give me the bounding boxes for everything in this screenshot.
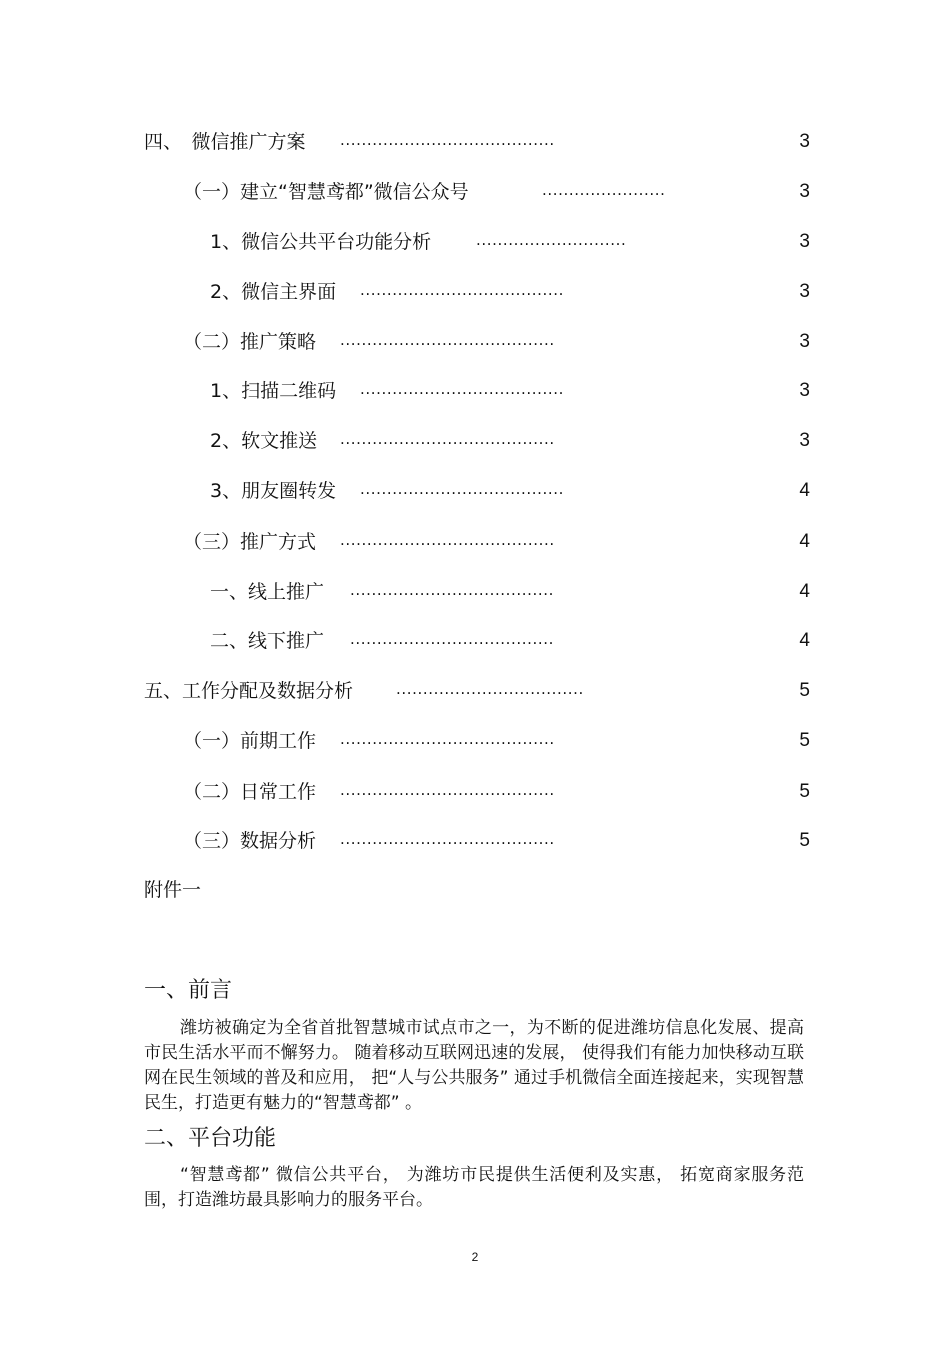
toc-entry — [0, 327, 950, 357]
toc-entry — [0, 726, 950, 756]
toc-entry — [0, 376, 950, 406]
toc-label: （一）前期工作 — [183, 730, 317, 752]
toc-page-number: 3 — [799, 331, 810, 352]
toc-label: （一）建立“智慧鸢都”微信公众号 — [183, 181, 469, 203]
toc-entry — [0, 626, 950, 656]
toc-page-number: 4 — [799, 480, 810, 501]
toc-label: 一、线上推广 — [210, 581, 325, 603]
toc-entry — [0, 777, 950, 807]
toc-page-number: 3 — [799, 181, 810, 202]
section-heading: 二、平台功能 — [144, 1126, 277, 1151]
toc-label: 2、软文推送 — [210, 430, 318, 452]
toc-leader: ........................................ — [340, 131, 555, 149]
toc-page-number: 4 — [799, 581, 810, 602]
toc-leader: ............................ — [476, 231, 627, 249]
toc-page-number: 5 — [799, 781, 810, 802]
toc-page-number: 4 — [799, 630, 810, 651]
annex-label: 附件一 — [144, 879, 202, 901]
toc-label: （二）推广策略 — [183, 331, 317, 353]
toc-page-number: 3 — [799, 380, 810, 401]
toc-page-number: 5 — [799, 830, 810, 851]
toc-label: 1、扫描二维码 — [210, 380, 337, 402]
toc-leader: ....................... — [542, 181, 666, 199]
section-paragraph: “智慧鸢都” 微信公共平台， 为潍坊市民提供生活便利及实惠， 拓宽商家服务范围，打造潍坊最具影响力的服务平台。 — [144, 1165, 804, 1210]
section-heading: 一、前言 — [144, 978, 233, 1003]
toc-page-number: 3 — [799, 430, 810, 451]
section-paragraph: 潍坊被确定为全省首批智慧城市试点市之一，为不断的促进潍坊信息化发展、提高市民生活水平而不懈努力。 随着移动互联网迅速的发展， 使得我们有能力加快移动互联网在民生领域的普及和应用， 把“人与公共服务” 通过手机微信全面连接起来，实现智慧民生，打造更有魅力的“智慧鸢都” 。 — [144, 1018, 804, 1113]
toc-entry — [0, 476, 950, 506]
page-number: 2 — [471, 1250, 479, 1264]
toc-entry — [0, 277, 950, 307]
toc-entry — [0, 577, 950, 607]
toc-leader: ........................................ — [340, 531, 555, 549]
toc-leader: ...................................... — [350, 581, 554, 599]
toc-leader: ...................................... — [360, 380, 564, 398]
toc-entry — [0, 426, 950, 456]
toc-entry — [0, 826, 950, 856]
toc-leader: ........................................ — [340, 430, 555, 448]
toc-label: 二、线下推广 — [210, 630, 325, 652]
toc-label: 五、工作分配及数据分析 — [144, 680, 354, 702]
toc-entry — [0, 227, 950, 257]
toc-page-number: 3 — [799, 131, 810, 152]
toc-leader: ...................................... — [360, 480, 564, 498]
toc-page-number: 5 — [799, 730, 810, 751]
toc-leader: ........................................ — [340, 730, 555, 748]
toc-leader: ................................... — [396, 680, 584, 698]
toc-label: 3、朋友圈转发 — [210, 480, 337, 502]
toc-label: （二）日常工作 — [183, 781, 317, 803]
toc-label: 四、 微信推广方案 — [144, 131, 306, 153]
toc-entry — [0, 527, 950, 557]
toc-leader: ........................................ — [340, 331, 555, 349]
toc-leader: ...................................... — [350, 630, 554, 648]
toc-label: 2、微信主界面 — [210, 281, 337, 303]
toc-leader: ...................................... — [360, 281, 564, 299]
toc-label: （三）推广方式 — [183, 531, 317, 553]
toc-entry — [0, 676, 950, 706]
toc-leader: ........................................ — [340, 830, 555, 848]
toc-entry — [0, 127, 950, 157]
toc-leader: ........................................ — [340, 781, 555, 799]
toc-page-number: 3 — [799, 231, 810, 252]
toc-page-number: 4 — [799, 531, 810, 552]
toc-page-number: 3 — [799, 281, 810, 302]
toc-page-number: 5 — [799, 680, 810, 701]
toc-entry — [0, 177, 950, 207]
toc-label: 1、微信公共平台功能分析 — [210, 231, 432, 253]
toc-label: （三）数据分析 — [183, 830, 317, 852]
